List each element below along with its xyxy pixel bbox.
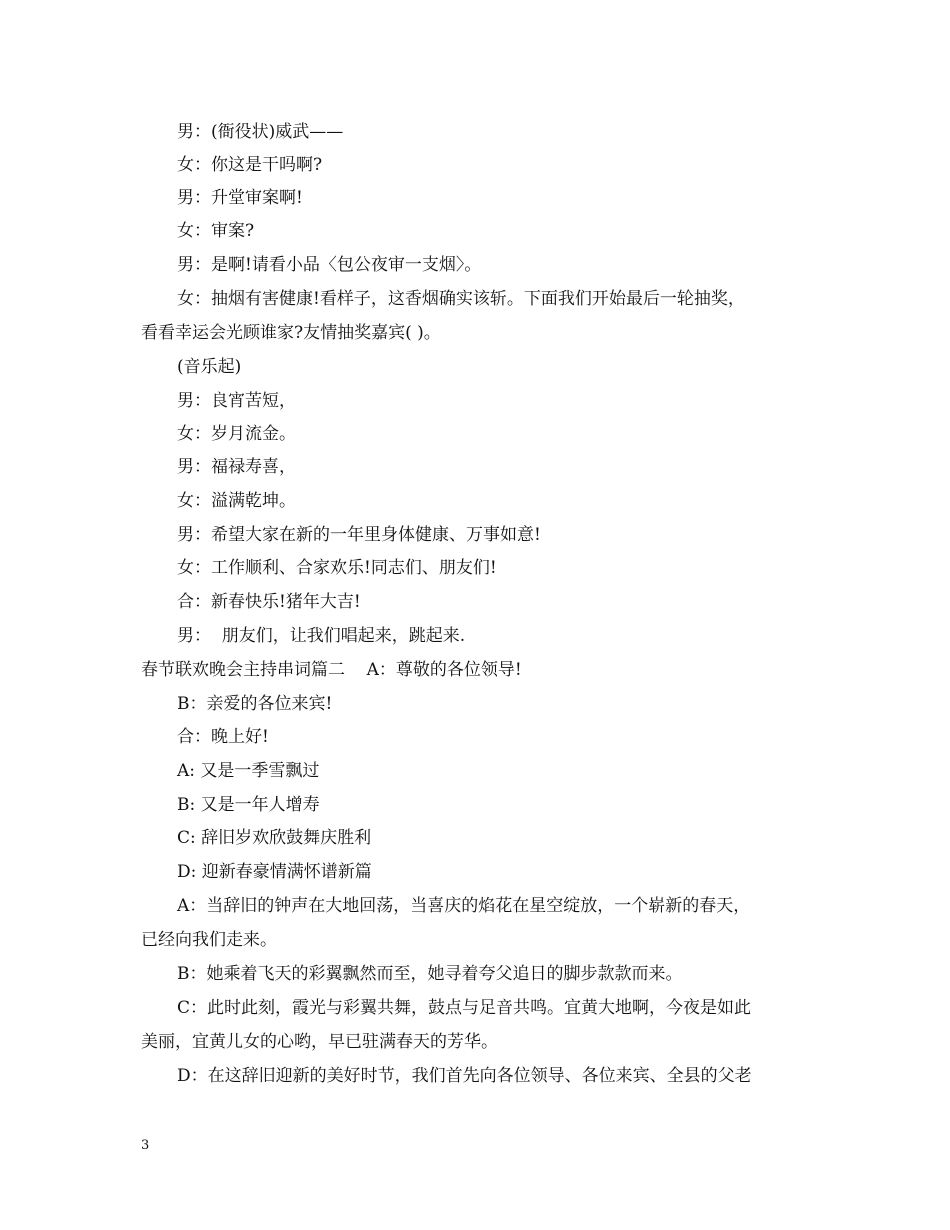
dialogue-line: 男：良宵苦短，	[177, 391, 296, 411]
dialogue-line: D: 迎新春豪情满怀谱新篇	[177, 862, 372, 882]
dialogue-line: 合：晚上好!	[177, 727, 269, 747]
dialogue-line: 女：审案?	[177, 221, 255, 241]
section-heading-line: 春节联欢晚会主持串词篇二 A：尊敬的各位领导!	[141, 660, 522, 680]
dialogue-line: 男：是啊!请看小品〈包公夜审一支烟〉。	[177, 255, 482, 275]
dialogue-line: 男： 朋友们，让我们唱起来，跳起来.	[177, 626, 466, 646]
dialogue-line: C：此时此刻，霞光与彩翼共舞，鼓点与足音共鸣。宜黄大地啊，今夜是如此	[177, 998, 752, 1018]
dialogue-line: B: 又是一年人增寿	[177, 795, 320, 815]
dialogue-line: 女：工作顺利、合家欢乐!同志们、朋友们!	[177, 558, 497, 578]
dialogue-line: 合：新春快乐!猪年大吉!	[177, 592, 361, 612]
dialogue-line: 女：岁月流金。	[177, 424, 296, 444]
dialogue-line: A: 又是一季雪飘过	[177, 761, 320, 781]
dialogue-line-continuation: 已经向我们走来。	[141, 930, 277, 950]
dialogue-line: 男：(衙役状)威武——	[177, 122, 344, 142]
dialogue-line: 男：升堂审案啊!	[177, 188, 303, 208]
stage-direction: (音乐起)	[177, 357, 242, 377]
dialogue-line: D：在这辞旧迎新的美好时节，我们首先向各位领导、各位来宾、全县的父老	[177, 1066, 752, 1086]
dialogue-line: 女：溢满乾坤。	[177, 491, 296, 511]
dialogue-line: 女：你这是干吗啊?	[177, 155, 323, 175]
dialogue-line: B：亲爱的各位来宾!	[177, 694, 333, 714]
page-number: 3	[141, 1138, 150, 1153]
dialogue-line-continuation: 看看幸运会光顾谁家?友情抽奖嘉宾( )。	[141, 323, 441, 343]
dialogue-line: B：她乘着飞天的彩翼飘然而至，她寻着夸父追日的脚步款款而来。	[177, 964, 683, 984]
dialogue-line: 男：希望大家在新的一年里身体健康、万事如意!	[177, 525, 541, 545]
dialogue-line: 男：福禄寿喜，	[177, 457, 296, 477]
dialogue-line: A：当辞旧的钟声在大地回荡，当喜庆的焰花在星空绽放，一个崭新的春天，	[177, 896, 751, 916]
dialogue-line-continuation: 美丽，宜黄儿女的心哟，早已驻满春天的芳华。	[141, 1032, 498, 1052]
dialogue-line: C: 辞旧岁欢欣鼓舞庆胜利	[177, 828, 372, 848]
dialogue-line: 女：抽烟有害健康!看样子，这香烟确实该斩。下面我们开始最后一轮抽奖，	[177, 289, 745, 309]
